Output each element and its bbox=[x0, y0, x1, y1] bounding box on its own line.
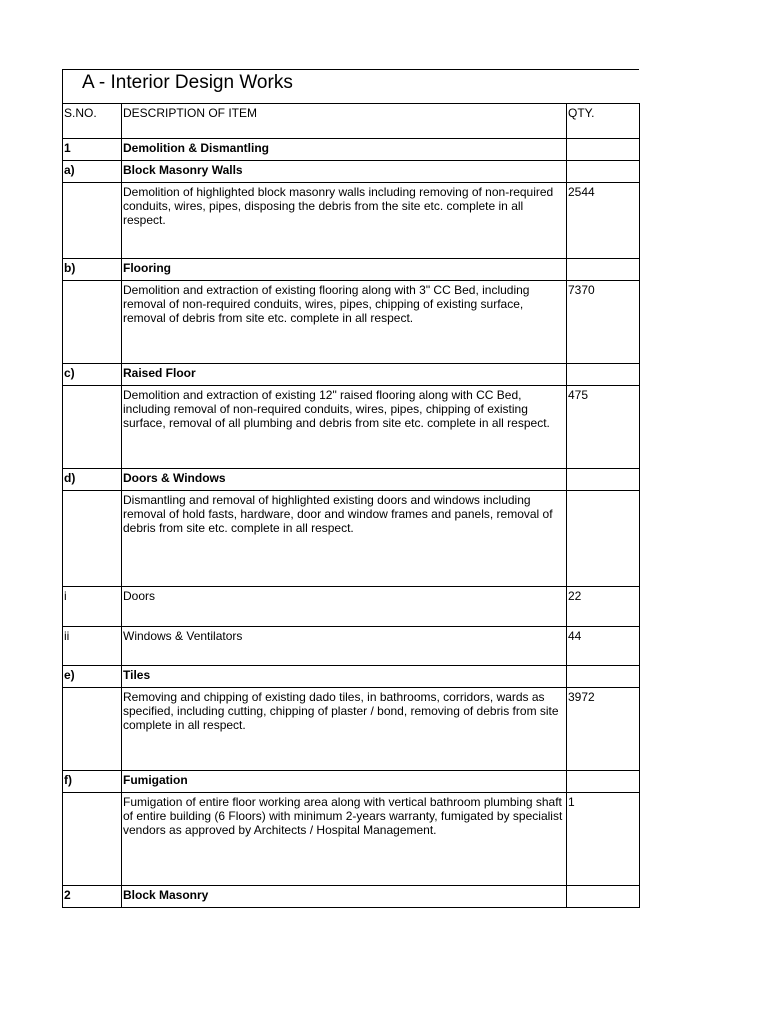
row-description: Demolition and extraction of existing flooring along with 3" CC Bed, including removal of non-required conduits, wires, pipes, chipping of existing surface, removal of debris from site etc. complete in all respect. bbox=[122, 281, 567, 364]
row-description: Tiles bbox=[122, 666, 567, 688]
row-qty: 3972 bbox=[567, 688, 640, 771]
row-qty: 2544 bbox=[567, 183, 640, 259]
row-sno bbox=[63, 491, 122, 587]
row-description: Dismantling and removal of highlighted existing doors and windows including removal of hold fasts, hardware, door and window frames and panels, removal of debris from site etc. complete in all respect. bbox=[122, 491, 567, 587]
row-qty bbox=[567, 666, 640, 688]
table-row bbox=[63, 886, 640, 908]
header-row bbox=[63, 104, 640, 139]
row-qty: 1 bbox=[567, 793, 640, 886]
row-qty bbox=[567, 469, 640, 491]
row-description: Raised Floor bbox=[122, 364, 567, 386]
row-sno bbox=[63, 688, 122, 771]
table-row bbox=[63, 491, 640, 587]
row-sno: d) bbox=[63, 469, 122, 491]
row-description: Fumigation of entire floor working area along with vertical bathroom plumbing shaft of entire building (6 Floors) with minimum 2-years warranty, fumigated by specialist vendors as approved by Architects / Hospital Management. bbox=[122, 793, 567, 886]
row-qty: 7370 bbox=[567, 281, 640, 364]
table-row bbox=[63, 793, 640, 886]
row-sno bbox=[63, 183, 122, 259]
row-sno: f) bbox=[63, 771, 122, 793]
row-sno: i bbox=[63, 587, 122, 627]
table-row bbox=[63, 139, 640, 161]
row-sno bbox=[63, 281, 122, 364]
row-sno bbox=[63, 386, 122, 469]
table-row bbox=[63, 161, 640, 183]
row-qty bbox=[567, 771, 640, 793]
row-qty bbox=[567, 139, 640, 161]
table-row bbox=[63, 688, 640, 771]
table-row bbox=[63, 587, 640, 627]
header-qty: QTY. bbox=[567, 104, 640, 139]
header-description: DESCRIPTION OF ITEM bbox=[122, 104, 567, 139]
table-row bbox=[63, 281, 640, 364]
table-row bbox=[63, 386, 640, 469]
boq-sheet bbox=[62, 69, 639, 908]
row-qty bbox=[567, 259, 640, 281]
row-sno: a) bbox=[63, 161, 122, 183]
row-qty bbox=[567, 491, 640, 587]
row-description: Removing and chipping of existing dado tiles, in bathrooms, corridors, wards as specified, including cutting, chipping of plaster / bond, removing of debris from site complete in all respect. bbox=[122, 688, 567, 771]
row-sno: c) bbox=[63, 364, 122, 386]
row-qty bbox=[567, 364, 640, 386]
table-row bbox=[63, 771, 640, 793]
row-description: Demolition & Dismantling bbox=[122, 139, 567, 161]
row-description: Block Masonry bbox=[122, 886, 567, 908]
title-row bbox=[62, 69, 639, 103]
row-description: Windows & Ventilators bbox=[122, 627, 567, 666]
table-row bbox=[63, 469, 640, 491]
row-description: Block Masonry Walls bbox=[122, 161, 567, 183]
row-sno: e) bbox=[63, 666, 122, 688]
row-sno: 2 bbox=[63, 886, 122, 908]
row-description: Demolition and extraction of existing 12" raised flooring along with CC Bed, including removal of non-required conduits, wires, pipes, chipping of existing surface, removal of all plumbing and debris from site etc. complete in all respect. bbox=[122, 386, 567, 469]
row-description: Doors & Windows bbox=[122, 469, 567, 491]
table-row bbox=[63, 364, 640, 386]
table-row bbox=[63, 183, 640, 259]
table-row bbox=[63, 259, 640, 281]
row-sno: ii bbox=[63, 627, 122, 666]
row-qty: 22 bbox=[567, 587, 640, 627]
row-sno bbox=[63, 793, 122, 886]
row-description: Fumigation bbox=[122, 771, 567, 793]
row-description: Doors bbox=[122, 587, 567, 627]
table-row bbox=[63, 627, 640, 666]
row-qty bbox=[567, 161, 640, 183]
row-description: Demolition of highlighted block masonry walls including removing of non-required conduits, wires, pipes, disposing the debris from the site etc. complete in all respect. bbox=[122, 183, 567, 259]
header-sno: S.NO. bbox=[63, 104, 122, 139]
row-qty: 475 bbox=[567, 386, 640, 469]
row-qty bbox=[567, 886, 640, 908]
boq-table bbox=[62, 103, 640, 908]
row-sno: b) bbox=[63, 259, 122, 281]
row-qty: 44 bbox=[567, 627, 640, 666]
table-row bbox=[63, 666, 640, 688]
row-description: Flooring bbox=[122, 259, 567, 281]
sheet-title: A - Interior Design Works bbox=[82, 72, 293, 93]
row-sno: 1 bbox=[63, 139, 122, 161]
